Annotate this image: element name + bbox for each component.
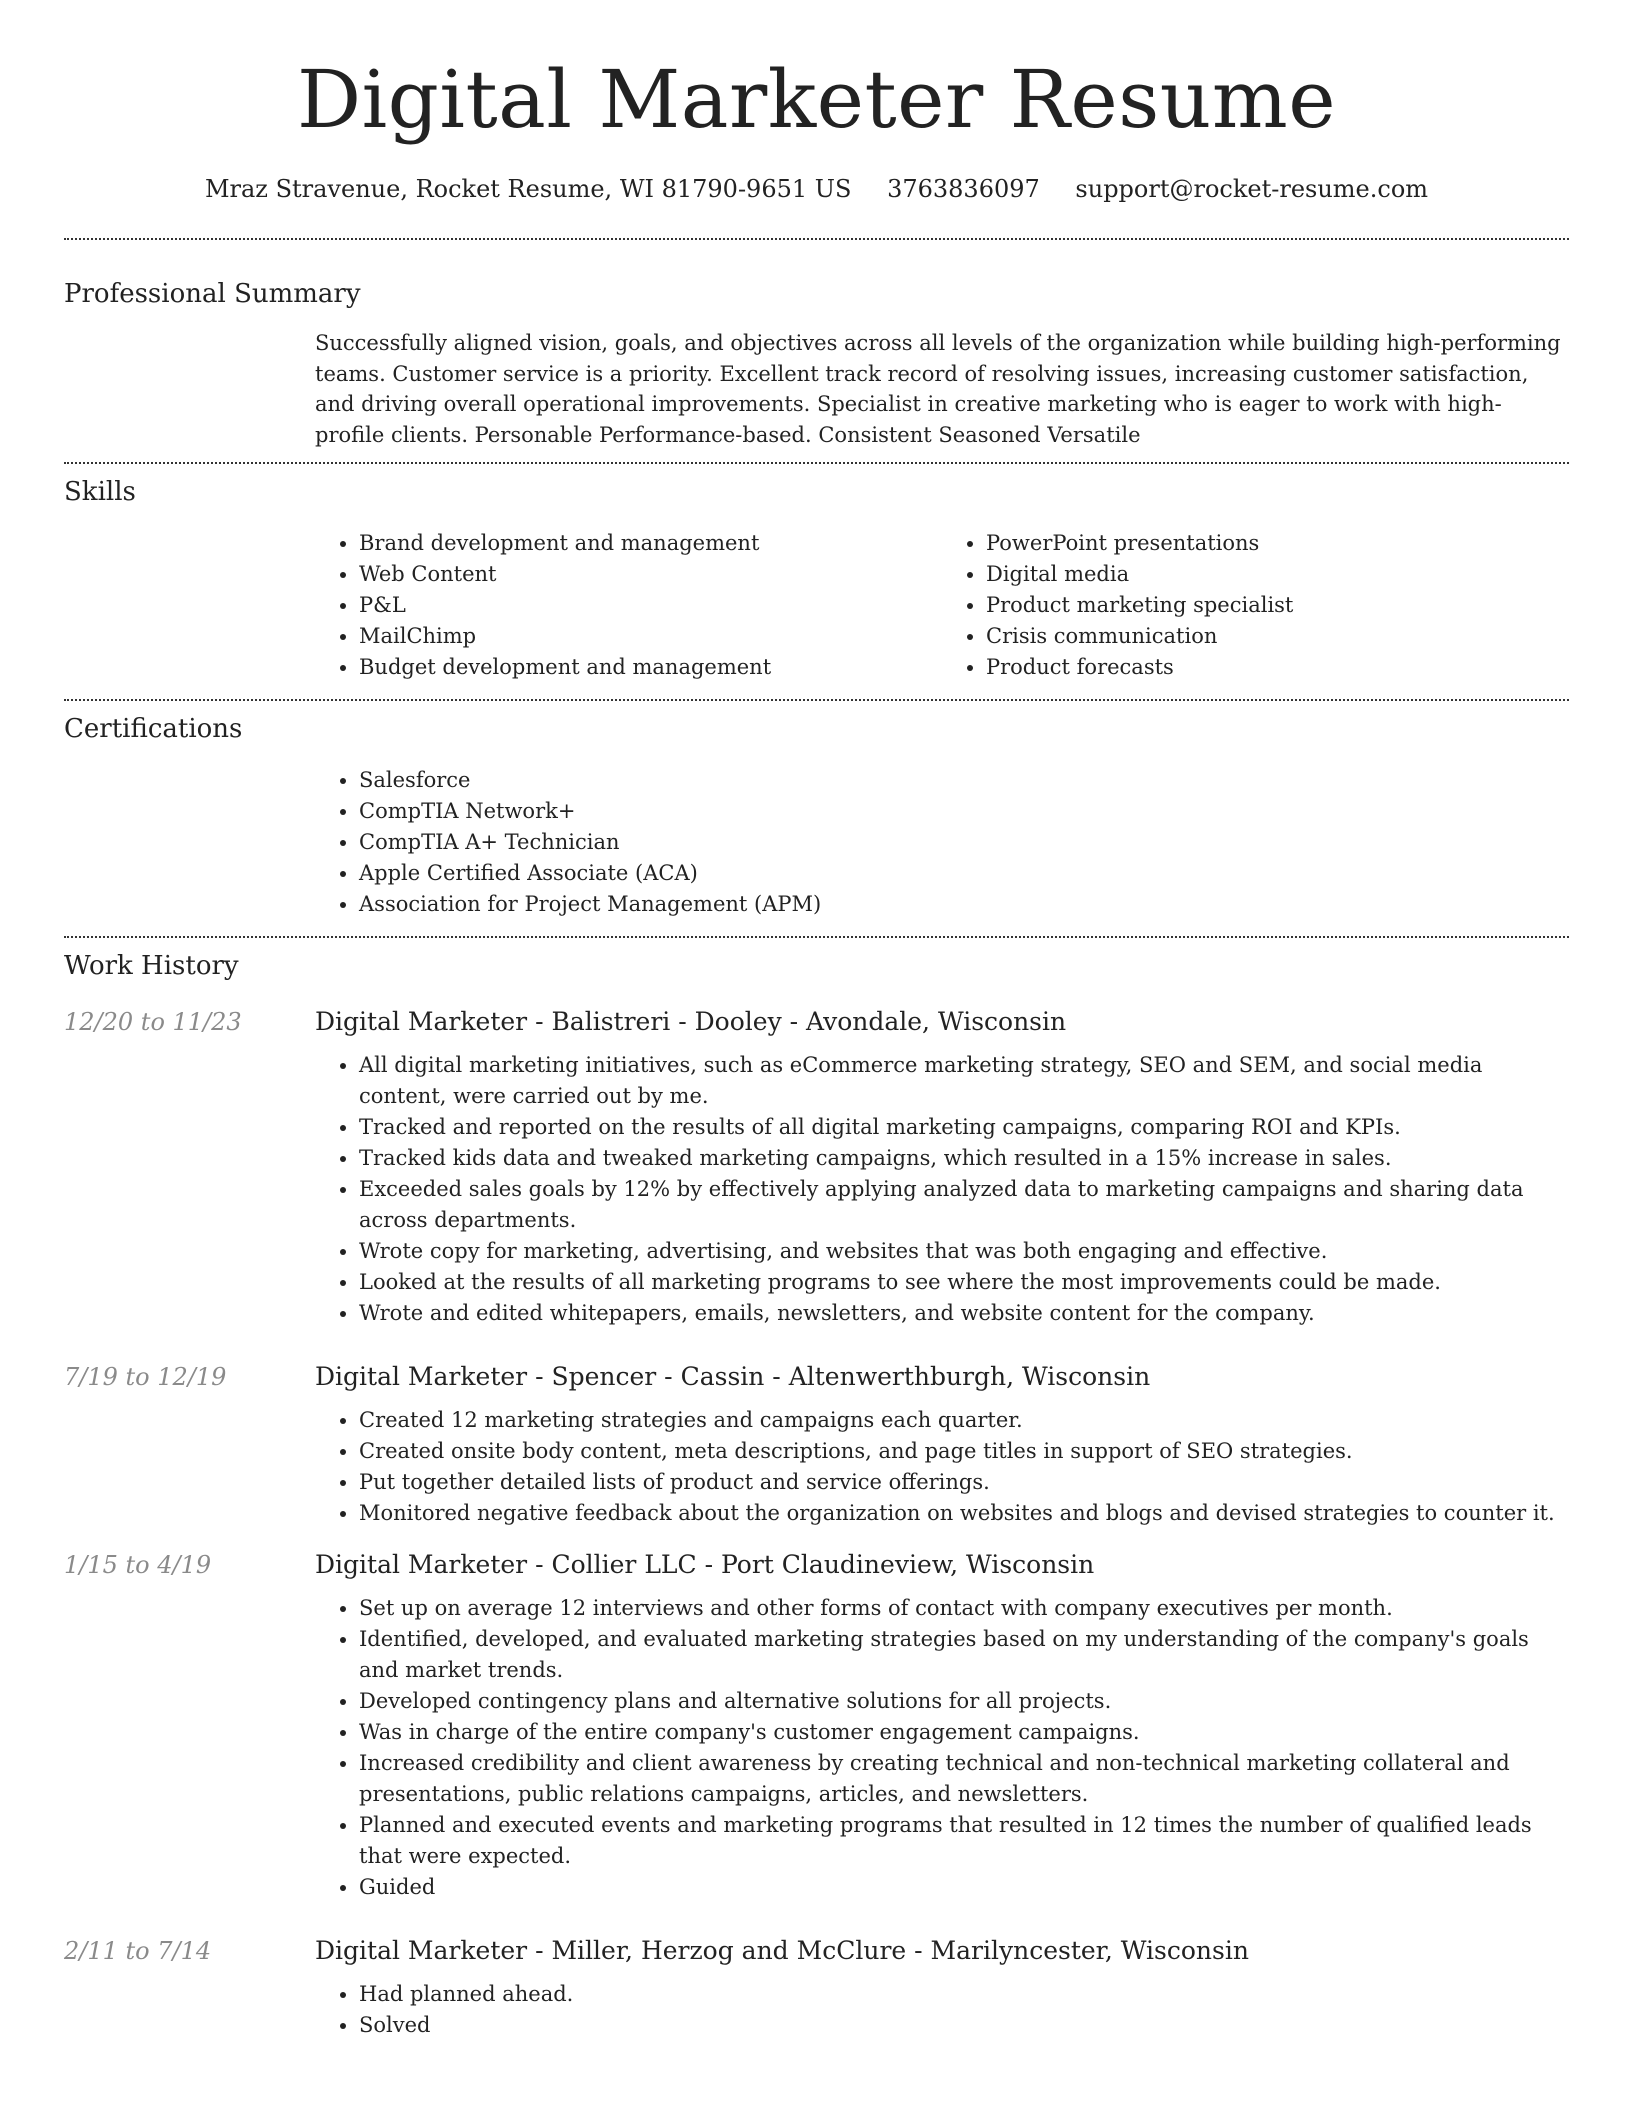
job-bullet: • Looked at the results of all marketing programs to see where the most improvements could be made.	[359, 1267, 1569, 1298]
section-title-summary: Professional Summary	[64, 279, 361, 309]
certification-item: • CompTIA Network+	[359, 796, 1569, 827]
job-date: 7/19 to 12/19	[64, 1363, 227, 1391]
certification-item: • Association for Project Management (APM)	[359, 889, 1569, 920]
job-entry	[64, 1359, 1569, 1529]
contact-line	[64, 172, 1569, 206]
job-bullet: • Wrote and edited whitepapers, emails, newsletters, and website content for the company.	[359, 1298, 1569, 1329]
job-bullets	[315, 1593, 1569, 1903]
job-entry	[64, 1004, 1569, 1329]
job-entry	[64, 1933, 1569, 2041]
job-bullet: • Tracked kids data and tweaked marketing campaigns, which resulted in a 15% increase in sales.	[359, 1143, 1569, 1174]
skills-section	[64, 474, 1569, 683]
divider	[64, 936, 1569, 938]
contact-email: support@rocket-resume.com	[1075, 175, 1429, 203]
divider	[64, 238, 1569, 240]
resume-title: Digital Marketer Resume	[296, 53, 1337, 146]
job-bullet: • Set up on average 12 interviews and other forms of contact with company executives per month.	[359, 1593, 1569, 1624]
job-title: Digital Marketer - Collier LLC - Port Claudineview, Wisconsin	[315, 1550, 1095, 1579]
certifications-section	[64, 711, 1569, 920]
contact-phone: 3763836097	[887, 175, 1040, 203]
job-bullet: • Tracked and reported on the results of all digital marketing campaigns, comparing ROI and KPIs.	[359, 1112, 1569, 1143]
certification-item: • Salesforce	[359, 765, 1569, 796]
job-bullet: • Identified, developed, and evaluated marketing strategies based on my understanding of the company's goals and market trends.	[359, 1624, 1569, 1686]
job-date: 1/15 to 4/19	[64, 1551, 212, 1579]
skills-list-left	[315, 528, 942, 683]
skill-item: • PowerPoint presentations	[986, 528, 1569, 559]
skill-item: • Brand development and management	[359, 528, 942, 559]
section-title-work-history: Work History	[64, 951, 239, 981]
job-bullet: • Was in charge of the entire company's customer engagement campaigns.	[359, 1717, 1569, 1748]
job-bullet: • Developed contingency plans and alternative solutions for all projects.	[359, 1686, 1569, 1717]
job-bullet: • Created 12 marketing strategies and campaigns each quarter.	[359, 1405, 1569, 1436]
job-bullet: • Created onsite body content, meta descriptions, and page titles in support of SEO strategies.	[359, 1436, 1569, 1467]
job-bullet: • Guided	[359, 1872, 1569, 1903]
skills-list-right	[942, 528, 1569, 683]
skill-item: • Web Content	[359, 559, 942, 590]
job-bullet: • All digital marketing initiatives, such as eCommerce marketing strategy, SEO and SEM, and social media content, were carried out by me.	[359, 1050, 1569, 1112]
job-title: Digital Marketer - Spencer - Cassin - Altenwerthburgh, Wisconsin	[315, 1362, 1151, 1391]
skill-item: • Digital media	[986, 559, 1569, 590]
job-title: Digital Marketer - Miller, Herzog and McClure - Marilyncester, Wisconsin	[315, 1936, 1249, 1965]
job-bullet: • Solved	[359, 2010, 1569, 2041]
job-bullet: • Had planned ahead.	[359, 1979, 1569, 2010]
contact-address: Mraz Stravenue, Rocket Resume, WI 81790-9651 US	[204, 175, 852, 203]
skill-item: • Crisis communication	[986, 621, 1569, 652]
summary-section	[64, 276, 1569, 450]
job-body	[315, 1359, 1569, 1529]
divider	[64, 462, 1569, 464]
job-bullets	[315, 1979, 1569, 2041]
job-bullet: • Wrote copy for marketing, advertising, and websites that was both engaging and effective.	[359, 1236, 1569, 1267]
job-bullets	[315, 1050, 1569, 1329]
certifications-list	[315, 765, 1569, 920]
job-bullet: • Planned and executed events and marketing programs that resulted in 12 times the number of qualified leads that were expected.	[359, 1810, 1569, 1872]
divider	[64, 699, 1569, 701]
job-title: Digital Marketer - Balistreri - Dooley - Avondale, Wisconsin	[315, 1007, 1067, 1036]
skill-item: • MailChimp	[359, 621, 942, 652]
skills-columns	[315, 528, 1569, 683]
certifications-content	[315, 765, 1569, 920]
job-bullet: • Monitored negative feedback about the organization on websites and blogs and devised strategies to counter it.	[359, 1498, 1569, 1529]
job-bullet: • Put together detailed lists of product and service offerings.	[359, 1467, 1569, 1498]
job-bullet: • Increased credibility and client awareness by creating technical and non-technical marketing collateral and presentations, public relations campaigns, articles, and newsletters.	[359, 1748, 1569, 1810]
skill-item: • Budget development and management	[359, 652, 942, 683]
certification-item: • CompTIA A+ Technician	[359, 827, 1569, 858]
job-body	[315, 1547, 1569, 1903]
skill-item: • P&L	[359, 590, 942, 621]
work-history-section	[64, 948, 1569, 2041]
section-title-skills: Skills	[64, 477, 136, 507]
section-title-certifications: Certifications	[64, 714, 243, 744]
job-date: 2/11 to 7/14	[64, 1937, 212, 1965]
resume-page	[64, 0, 1569, 2041]
job-body	[315, 1004, 1569, 1329]
job-date: 12/20 to 11/23	[64, 1008, 242, 1036]
skill-item: • Product marketing specialist	[986, 590, 1569, 621]
summary-text: Successfully aligned vision, goals, and objectives across all levels of the organization while building high-performing teams. Customer service is a priority. Excellent track record of resolving issues, increasing customer satisfaction, and driving overall operational improvements. Specialist in creative marketing who is eager to work with high-profile clients. Personable Performance-based. Consistent Seasoned Versatile	[315, 331, 1561, 447]
skill-item: • Product forecasts	[986, 652, 1569, 683]
job-bullet: • Exceeded sales goals by 12% by effectively applying analyzed data to marketing campaigns and sharing data across departments.	[359, 1174, 1569, 1236]
job-bullets	[315, 1405, 1569, 1529]
job-entry	[64, 1547, 1569, 1903]
certification-item: • Apple Certified Associate (ACA)	[359, 858, 1569, 889]
job-body	[315, 1933, 1569, 2041]
